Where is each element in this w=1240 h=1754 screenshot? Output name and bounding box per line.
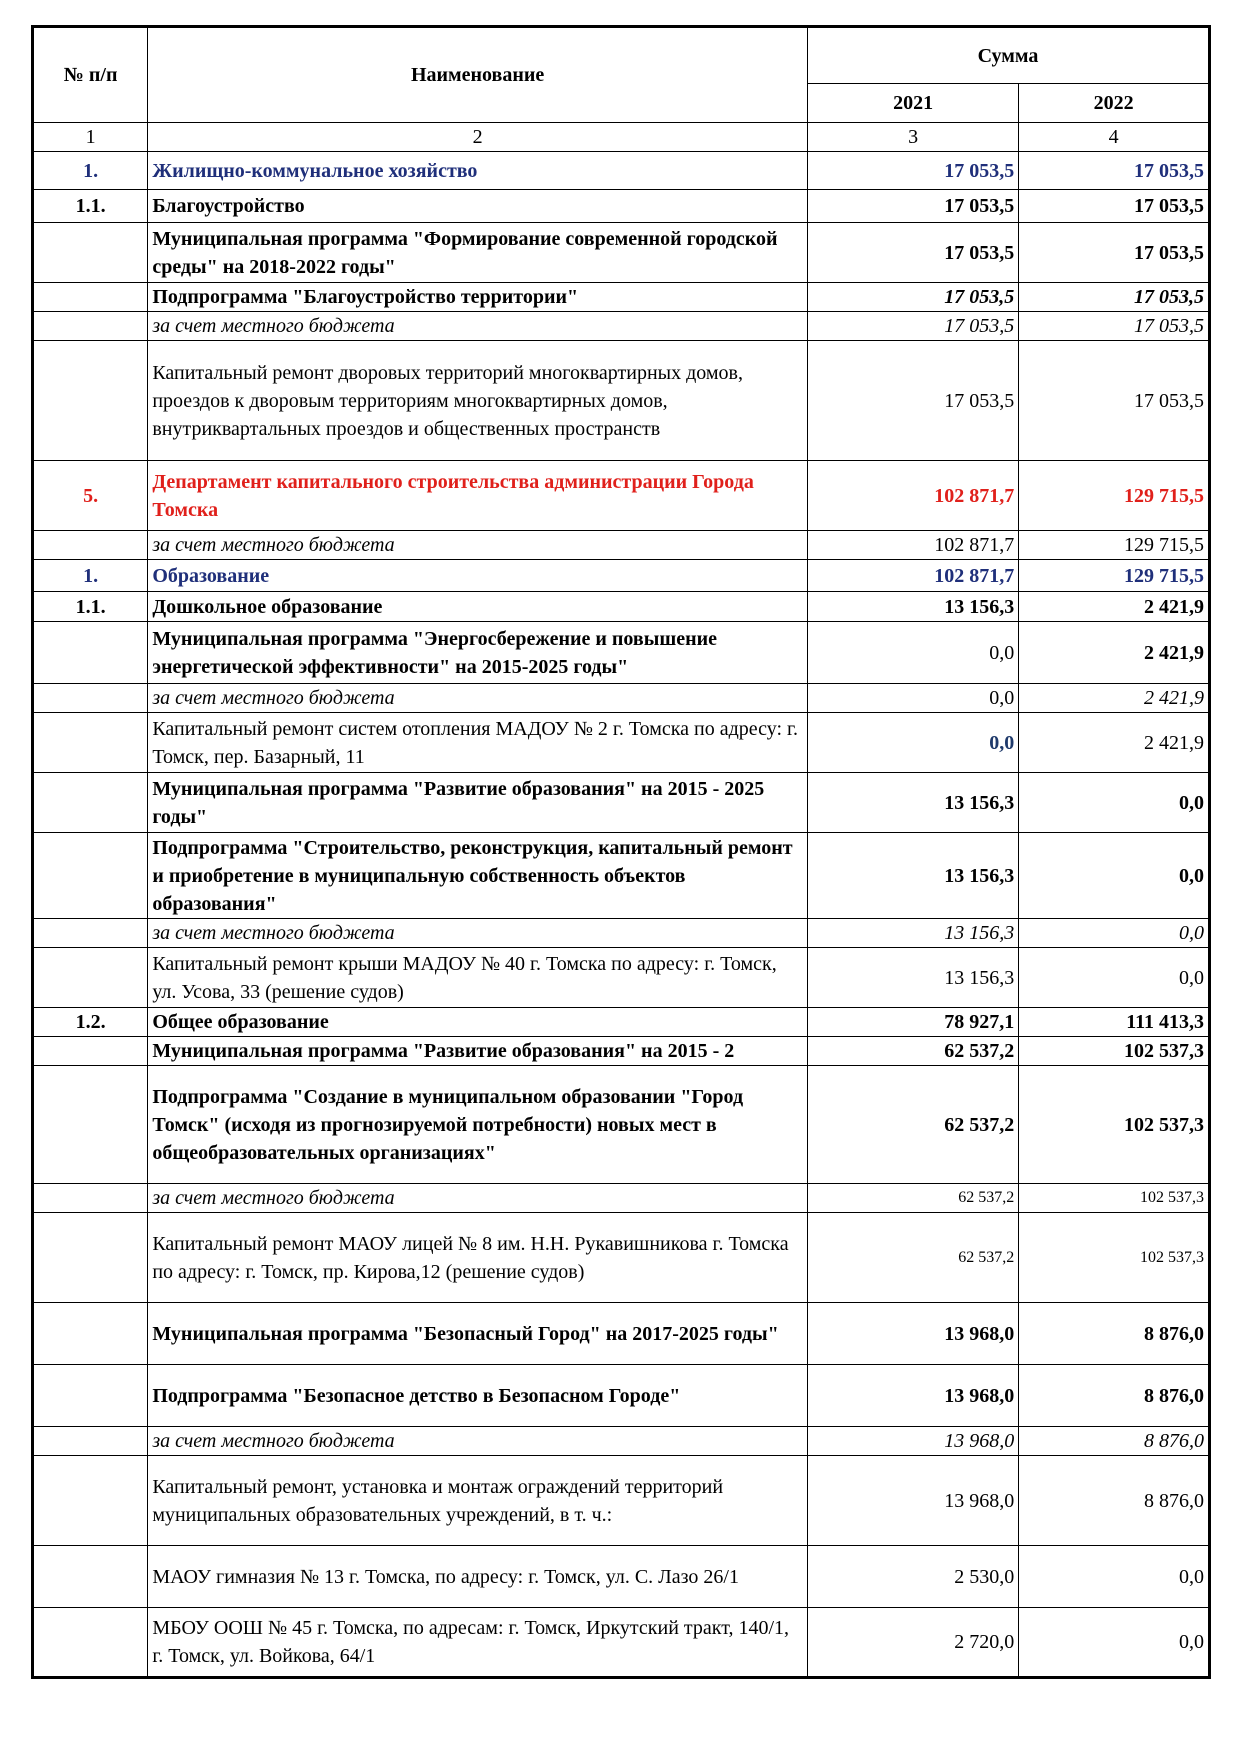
table-row	[33, 1066, 1210, 1184]
row-name: МБОУ ООШ № 45 г. Томска, по адресам: г. Томск, Иркутский тракт, 140/1, г. Томск, ул. Войкова, 64/1	[148, 1608, 808, 1678]
table-row	[33, 1427, 1210, 1456]
row-name: Капитальный ремонт крыши МАДОУ № 40 г. Томска по адресу: г. Томск, ул. Усова, 33 (решение судов)	[148, 948, 808, 1008]
row-name: Муниципальная программа "Энергосбережение и повышение энергетической эффективности" на 2015-2025 годы"	[148, 622, 808, 684]
row-value-2022: 102 537,3	[1019, 1184, 1210, 1213]
table-row	[33, 1213, 1210, 1303]
row-name: за счет местного бюджета	[148, 531, 808, 560]
row-value-2022: 0,0	[1019, 919, 1210, 948]
row-name: Дошкольное образование	[148, 592, 808, 622]
row-value-2022: 102 537,3	[1019, 1213, 1210, 1303]
table-row	[33, 341, 1210, 461]
row-value-2022: 129 715,5	[1019, 461, 1210, 531]
row-num: 1.2.	[33, 1008, 148, 1037]
row-num	[33, 948, 148, 1008]
row-value-2022: 129 715,5	[1019, 531, 1210, 560]
row-value-2021: 102 871,7	[807, 531, 1018, 560]
row-value-2021: 62 537,2	[807, 1213, 1018, 1303]
row-value-2022: 8 876,0	[1019, 1365, 1210, 1427]
header-year-2022: 2022	[1019, 84, 1210, 123]
table-row	[33, 223, 1210, 283]
row-value-2022: 2 421,9	[1019, 684, 1210, 713]
row-value-2021: 17 053,5	[807, 312, 1018, 341]
row-num	[33, 684, 148, 713]
table-row	[33, 1037, 1210, 1066]
row-value-2021: 13 968,0	[807, 1427, 1018, 1456]
row-num: 5.	[33, 461, 148, 531]
table-row	[33, 713, 1210, 773]
row-name: за счет местного бюджета	[148, 684, 808, 713]
row-name: Капитальный ремонт, установка и монтаж ограждений территорий муниципальных образовательных учреждений, в т. ч.:	[148, 1456, 808, 1546]
table-row	[33, 1608, 1210, 1678]
row-num: 1.1.	[33, 190, 148, 223]
row-value-2022: 0,0	[1019, 1546, 1210, 1608]
row-value-2022: 17 053,5	[1019, 223, 1210, 283]
table-row	[33, 1456, 1210, 1546]
row-value-2021: 13 156,3	[807, 919, 1018, 948]
row-value-2022: 8 876,0	[1019, 1427, 1210, 1456]
row-name: Департамент капитального строительства администрации Города Томска	[148, 461, 808, 531]
row-name: Образование	[148, 560, 808, 592]
row-value-2022: 2 421,9	[1019, 713, 1210, 773]
row-value-2021: 62 537,2	[807, 1037, 1018, 1066]
index-1: 1	[33, 123, 148, 152]
row-value-2022: 8 876,0	[1019, 1456, 1210, 1546]
row-value-2021: 78 927,1	[807, 1008, 1018, 1037]
row-name: Общее образование	[148, 1008, 808, 1037]
table-row	[33, 190, 1210, 223]
row-name: Подпрограмма "Благоустройство территории"	[148, 283, 808, 312]
index-3: 3	[807, 123, 1018, 152]
row-name: Муниципальная программа "Формирование современной городской среды" на 2018-2022 годы"	[148, 223, 808, 283]
row-value-2021: 13 156,3	[807, 833, 1018, 919]
row-value-2022: 17 053,5	[1019, 341, 1210, 461]
row-value-2021: 13 968,0	[807, 1456, 1018, 1546]
row-value-2021: 13 968,0	[807, 1365, 1018, 1427]
row-num	[33, 1427, 148, 1456]
row-num: 1.1.	[33, 592, 148, 622]
row-value-2021: 13 156,3	[807, 948, 1018, 1008]
header-name: Наименование	[148, 27, 808, 123]
row-value-2022: 102 537,3	[1019, 1037, 1210, 1066]
row-value-2021: 13 968,0	[807, 1303, 1018, 1365]
row-value-2021: 17 053,5	[807, 190, 1018, 223]
row-value-2021: 17 053,5	[807, 341, 1018, 461]
header-year-2021: 2021	[807, 84, 1018, 123]
row-value-2022: 2 421,9	[1019, 592, 1210, 622]
row-num	[33, 833, 148, 919]
table-row	[33, 833, 1210, 919]
row-num	[33, 1066, 148, 1184]
row-value-2021: 62 537,2	[807, 1184, 1018, 1213]
row-num	[33, 1456, 148, 1546]
row-value-2022: 8 876,0	[1019, 1303, 1210, 1365]
row-name: Капитальный ремонт систем отопления МАДОУ № 2 г. Томска по адресу: г. Томск, пер. Базарный, 11	[148, 713, 808, 773]
index-4: 4	[1019, 123, 1210, 152]
row-value-2021: 13 156,3	[807, 773, 1018, 833]
index-2: 2	[148, 123, 808, 152]
row-num	[33, 1037, 148, 1066]
table-row	[33, 919, 1210, 948]
row-num: 1.	[33, 560, 148, 592]
table-row	[33, 461, 1210, 531]
row-num	[33, 1365, 148, 1427]
row-name: за счет местного бюджета	[148, 1184, 808, 1213]
row-name: за счет местного бюджета	[148, 1427, 808, 1456]
row-value-2021: 62 537,2	[807, 1066, 1018, 1184]
row-value-2022: 111 413,3	[1019, 1008, 1210, 1037]
row-name: Подпрограмма "Строительство, реконструкция, капитальный ремонт и приобретение в муниципальную собственность объектов образования"	[148, 833, 808, 919]
row-name: за счет местного бюджета	[148, 919, 808, 948]
table-row	[33, 312, 1210, 341]
row-name: Муниципальная программа "Развитие образования" на 2015 - 2	[148, 1037, 808, 1066]
row-value-2022: 17 053,5	[1019, 312, 1210, 341]
row-num	[33, 1608, 148, 1678]
table-row	[33, 1365, 1210, 1427]
row-name: МАОУ гимназия № 13 г. Томска, по адресу: г. Томск, ул. С. Лазо 26/1	[148, 1546, 808, 1608]
row-name: Благоустройство	[148, 190, 808, 223]
row-name: за счет местного бюджета	[148, 312, 808, 341]
row-num	[33, 223, 148, 283]
row-value-2021: 17 053,5	[807, 223, 1018, 283]
row-value-2022: 17 053,5	[1019, 283, 1210, 312]
table-row	[33, 622, 1210, 684]
row-value-2022: 17 053,5	[1019, 190, 1210, 223]
table-row	[33, 684, 1210, 713]
row-num: 1.	[33, 152, 148, 190]
row-name: Подпрограмма "Создание в муниципальном образовании "Город Томск" (исходя из прогнозируемой потребности) новых мест в общеобразовательных организациях"	[148, 1066, 808, 1184]
row-name: Муниципальная программа "Развитие образования" на 2015 - 2025 годы"	[148, 773, 808, 833]
row-value-2022: 0,0	[1019, 1608, 1210, 1678]
row-name: Жилищно-коммунальное хозяйство	[148, 152, 808, 190]
row-value-2022: 0,0	[1019, 948, 1210, 1008]
row-value-2022: 102 537,3	[1019, 1066, 1210, 1184]
row-num	[33, 1546, 148, 1608]
table-row	[33, 531, 1210, 560]
row-num	[33, 773, 148, 833]
table-row	[33, 1303, 1210, 1365]
row-value-2022: 0,0	[1019, 773, 1210, 833]
row-value-2021: 102 871,7	[807, 461, 1018, 531]
row-value-2022: 129 715,5	[1019, 560, 1210, 592]
row-value-2022: 2 421,9	[1019, 622, 1210, 684]
row-value-2021: 102 871,7	[807, 560, 1018, 592]
row-num	[33, 341, 148, 461]
row-num	[33, 531, 148, 560]
header-sum: Сумма	[807, 27, 1209, 84]
row-value-2021: 17 053,5	[807, 283, 1018, 312]
row-num	[33, 312, 148, 341]
table-row	[33, 152, 1210, 190]
row-num	[33, 1303, 148, 1365]
row-num	[33, 713, 148, 773]
table-row	[33, 1184, 1210, 1213]
row-value-2021: 0,0	[807, 622, 1018, 684]
table-row	[33, 1008, 1210, 1037]
row-value-2021: 0,0	[807, 713, 1018, 773]
row-value-2021: 2 720,0	[807, 1608, 1018, 1678]
row-value-2022: 0,0	[1019, 833, 1210, 919]
row-value-2021: 13 156,3	[807, 592, 1018, 622]
row-name: Подпрограмма "Безопасное детство в Безопасном Городе"	[148, 1365, 808, 1427]
row-num	[33, 1184, 148, 1213]
row-name: Капитальный ремонт МАОУ лицей № 8 им. Н.Н. Рукавишникова г. Томска по адресу: г. Томск, пр. Кирова,12 (решение судов)	[148, 1213, 808, 1303]
row-value-2021: 2 530,0	[807, 1546, 1018, 1608]
table-row	[33, 560, 1210, 592]
table-row	[33, 948, 1210, 1008]
table-row	[33, 283, 1210, 312]
row-num	[33, 919, 148, 948]
row-num	[33, 1213, 148, 1303]
row-num	[33, 622, 148, 684]
row-value-2021: 17 053,5	[807, 152, 1018, 190]
table-row	[33, 1546, 1210, 1608]
row-value-2022: 17 053,5	[1019, 152, 1210, 190]
row-name: Муниципальная программа "Безопасный Город" на 2017-2025 годы"	[148, 1303, 808, 1365]
row-value-2021: 0,0	[807, 684, 1018, 713]
row-num	[33, 283, 148, 312]
table-row	[33, 773, 1210, 833]
header-num: № п/п	[33, 27, 148, 123]
budget-table	[31, 25, 1211, 1679]
row-name: Капитальный ремонт дворовых территорий многоквартирных домов, проездов к дворовым территориям многоквартирных домов, внутриквартальных проездов и общественных пространств	[148, 341, 808, 461]
table-row	[33, 592, 1210, 622]
